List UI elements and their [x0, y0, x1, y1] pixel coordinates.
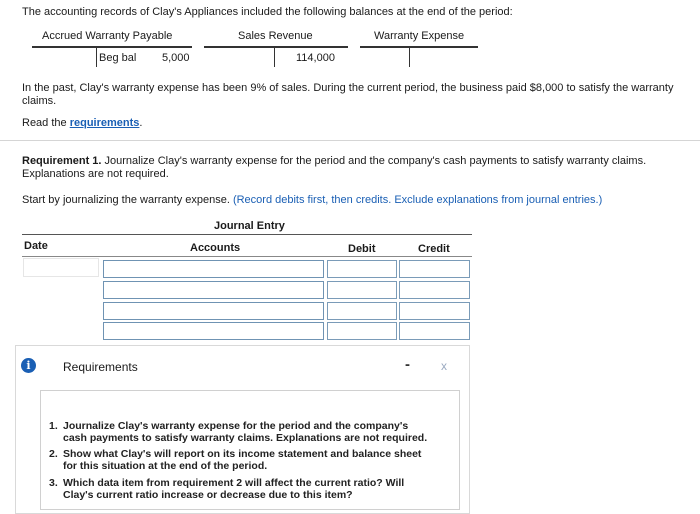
minimize-button[interactable]: -	[405, 356, 410, 373]
journal-credit-input-2[interactable]	[399, 281, 470, 299]
intro-text: The accounting records of Clay's Appliances included the following balances at the end of the period:	[22, 6, 513, 18]
journal-col-credit: Credit	[418, 243, 450, 255]
read-prefix: Read the	[22, 117, 70, 129]
requirement-number: 1.	[49, 420, 58, 432]
section-divider	[0, 140, 700, 141]
t-account-bar	[360, 46, 478, 48]
journal-credit-input-4[interactable]	[399, 322, 470, 340]
t-account-bar	[204, 46, 348, 48]
t-account-title-accrued-warranty-payable: Accrued Warranty Payable	[42, 30, 173, 42]
journal-debit-input-1[interactable]	[327, 260, 397, 278]
requirement-text: Journalize Clay's warranty expense for the period and the company's cash payments to satisfy warranty claims. Explanations are not required.	[63, 420, 428, 444]
requirement1-line1	[22, 155, 646, 167]
requirements-list	[40, 390, 460, 510]
scenario-text-line1: In the past, Clay's warranty expense has been 9% of sales. During the current period, the business paid $8,000 to satisfy the warranty	[22, 82, 674, 94]
journal-title: Journal Entry	[214, 220, 285, 232]
t-account-divider	[409, 47, 410, 67]
journal-col-debit: Debit	[348, 243, 376, 255]
requirement-text: Show what Clay's will report on its income statement and balance sheet for this situation at the end of the period.	[63, 448, 422, 472]
t-account-title-warranty-expense: Warranty Expense	[374, 30, 465, 42]
t-account-divider	[274, 47, 275, 67]
journal-date-input-1[interactable]	[23, 258, 99, 277]
journal-col-date: Date	[24, 240, 48, 252]
journal-account-input-1[interactable]	[103, 260, 324, 278]
read-suffix: .	[139, 117, 143, 129]
t-account-sales-value: 114,000	[296, 52, 335, 64]
t-account-beg-bal-label: Beg bal	[99, 52, 137, 64]
journal-credit-input-3[interactable]	[399, 302, 470, 320]
requirement1-text: Journalize Clay's warranty expense for the period and the company's cash payments to satisfy warranty claims.	[101, 155, 647, 167]
journal-account-input-4[interactable]	[103, 322, 324, 340]
journal-top-rule	[22, 234, 472, 235]
requirement-number: 2.	[49, 448, 58, 460]
journal-credit-input-1[interactable]	[399, 260, 470, 278]
journal-col-accounts: Accounts	[190, 242, 241, 254]
t-account-bar	[32, 46, 192, 48]
journal-debit-input-4[interactable]	[327, 322, 397, 340]
instruction-note: (Record debits first, then credits. Exclude explanations from journal entries.)	[229, 194, 603, 206]
journal-debit-input-2[interactable]	[327, 281, 397, 299]
scenario-text-line2: claims.	[22, 95, 57, 107]
info-icon: i	[21, 358, 36, 373]
t-account-title-sales-revenue: Sales Revenue	[238, 30, 313, 42]
journal-header-rule	[22, 256, 472, 257]
instruction-line	[22, 194, 602, 206]
journal-debit-input-3[interactable]	[327, 302, 397, 320]
requirement-text: Which data item from requirement 2 will affect the current ratio? Will Clay's current ratio increase or decrease due to this item?	[63, 477, 405, 501]
requirement1-line2: Explanations are not required.	[22, 168, 169, 180]
requirements-panel-title: Requirements	[63, 360, 138, 374]
requirements-link[interactable]: requirements	[69, 117, 140, 129]
journal-account-input-2[interactable]	[103, 281, 324, 299]
requirement-number: 3.	[49, 477, 58, 489]
close-button[interactable]: x	[441, 359, 447, 373]
t-account-divider	[96, 47, 97, 67]
requirement1-label: Requirement 1.	[22, 155, 102, 167]
instruction-text: Start by journalizing the warranty expense.	[22, 194, 230, 206]
t-account-beg-bal-value: 5,000	[162, 52, 190, 64]
journal-account-input-3[interactable]	[103, 302, 324, 320]
read-requirements-line	[22, 117, 142, 129]
